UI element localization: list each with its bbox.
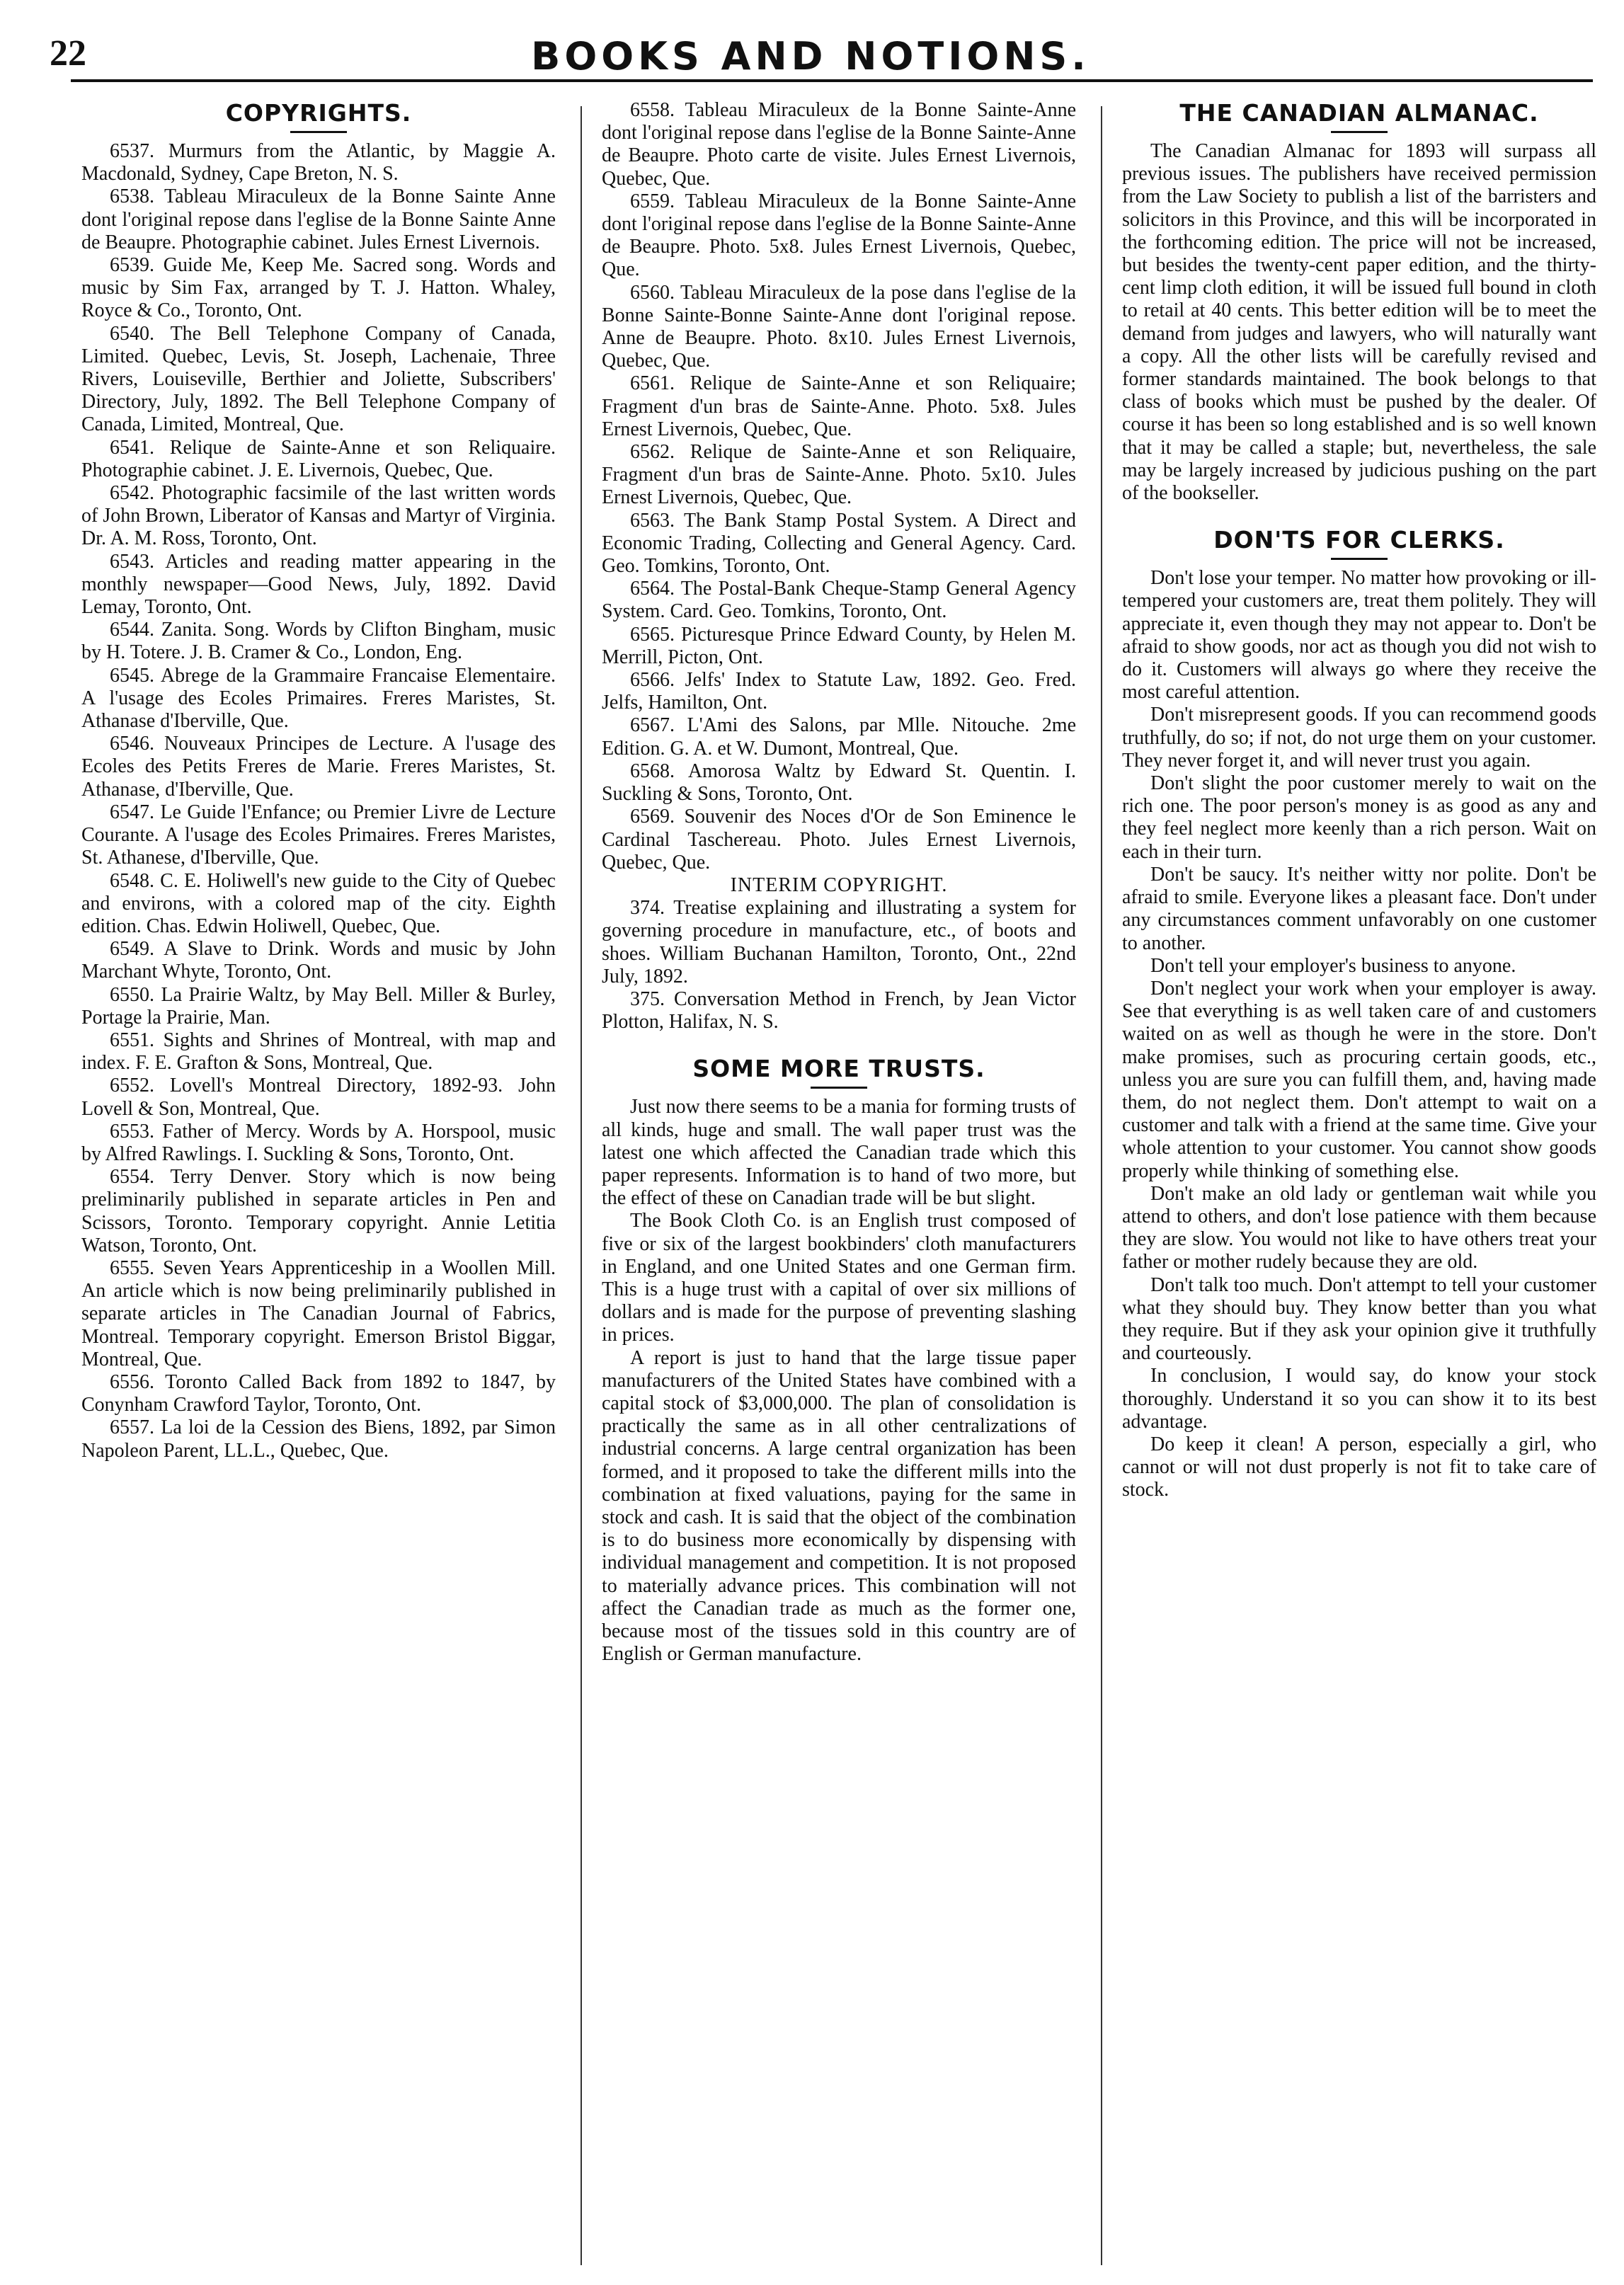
copyright-entry: 6559. Tableau Miraculeux de la Bonne Sainte-Anne dont l'original repose dans l'eglise de la Bonne Sainte-Anne de Beaupre. Photo. 5x8. Jules Ernest Livernois, Quebec, Que. [602,190,1076,281]
copyright-entry: 6555. Seven Years Apprenticeship in a Woollen Mill. An article which is now being preliminarily published in separate articles in The Canadian Journal of Fabrics, Montreal. Temporary copyright. Emerson Bristol Biggar, Montreal, Que. [81,1256,556,1370]
copyright-entry: 6554. Terry Denver. Story which is now being preliminarily published in separate articles in Pen and Scissors, Toronto. Temporary copyright. Annie Letitia Watson, Toronto, Ont. [81,1166,556,1256]
title-dash [1331,558,1388,560]
copyrights-title: COPYRIGHTS. [225,99,412,127]
donts-paragraph: Don't slight the poor customer merely to wait on the rich one. The poor person's money is as good as any and they feel neglect more keenly than a rich person. Wait on each in their turn. [1122,772,1596,863]
copyright-entry: 6540. The Bell Telephone Company of Canada, Limited. Quebec, Levis, St. Joseph, Lachenaie, Three Rivers, Louiseville, Berthier and Joliette, Subscribers' Directory, July, 1892. The Bell Telephone Company of Canada, Limited, Montreal, Que. [81,322,556,436]
copyright-entry: 6569. Souvenir des Noces d'Or de Son Eminence le Cardinal Taschereau. Photo. Jules Ernest Livernois, Quebec, Que. [602,806,1076,874]
donts-paragraph: Don't be saucy. It's neither witty nor polite. Don't be afraid to smile. Everyone likes a pleasant face. Don't under any circumstances comment unfavorably on one customer to another. [1122,863,1596,954]
copyright-entry: 6568. Amorosa Waltz by Edward St. Quentin. I. Suckling & Sons, Toronto, Ont. [602,760,1076,806]
copyrights-list-continued [602,99,1076,874]
copyright-entry: 6550. La Prairie Waltz, by May Bell. Miller & Burley, Portage la Prairie, Man. [81,983,556,1029]
copyright-entry: 6553. Father of Mercy. Words by A. Horspool, music by Alfred Rawlings. I. Suckling & Sons, Toronto, Ont. [81,1120,556,1165]
copyright-entry: 6551. Sights and Shrines of Montreal, with map and index. F. E. Grafton & Sons, Montreal, Que. [81,1029,556,1075]
donts-paragraph: Don't make an old lady or gentleman wait while you attend to others, and don't lose patience with them because they are slow. You would not like to have others treat your father or mother rudely because they are old. [1122,1182,1596,1273]
right-column [1122,99,1596,1502]
copyright-entry: 6561. Relique de Sainte-Anne et son Reliquaire; Fragment d'un bras de Sainte-Anne. Photo. 5x8. Jules Ernest Livernois, Quebec, Que. [602,372,1076,440]
journal-title: BOOKS AND NOTIONS. [531,34,1090,79]
donts-paragraph: Don't tell your employer's business to anyone. [1150,954,1516,977]
almanac-paragraph: The Canadian Almanac for 1893 will surpass all previous issues. The publishers have received permission from the Law Society to publish a list of the barristers and solicitors in this Province, and this will be incorporated in the forthcoming edition. The price will not be increased, but besides the twenty-cent paper edition, and the thirty-cent limp cloth edition, it will be issued full bound in cloth to retail at 40 cents. This better edition will be to meet the demand from judges and lawyers, who will naturally want a copy. All the other lists will be carefully revised and former standards maintained. The book belongs to that class of books which must be pushed by the dealer. Of course it has been so long established and is so well known that it may be called a staple; but, nevertheless, the sale may be largely increased by judicious pushing on the part of the bookseller. [1122,140,1596,505]
trusts-article [602,1096,1076,1666]
copyright-entry: 6565. Picturesque Prince Edward County, by Helen M. Merrill, Picton, Ont. [602,623,1076,668]
copyright-entry: 6544. Zanita. Song. Words by Clifton Bingham, music by H. Totere. J. B. Cramer & Co., London, Eng. [81,619,556,664]
copyrights-column [81,99,556,1462]
title-dash [1331,131,1388,133]
copyright-entry: 6560. Tableau Miraculeux de la pose dans l'eglise de la Bonne Sainte-Bonne Sainte-Anne dont l'original repose. Anne de Beaupre. Photo. 8x10. Jules Ernest Livernois, Quebec, Que. [602,281,1076,372]
copyright-entry: 6564. The Postal-Bank Cheque-Stamp General Agency System. Card. Geo. Tomkins, Toronto, Ont. [602,578,1076,623]
copyright-entry: 6541. Relique de Sainte-Anne et son Reliquaire. Photographie cabinet. J. E. Livernois, Quebec, Que. [81,436,556,481]
column-rule [1101,106,1102,2265]
copyright-entry: 6562. Relique de Sainte-Anne et son Reliquaire, Fragment d'un bras de Sainte-Anne. Photo. 5x10. Jules Ernest Livernois, Quebec, Que. [602,441,1076,509]
copyright-entry: 6558. Tableau Miraculeux de la Bonne Sainte-Anne dont l'original repose dans l'eglise de la Bonne Sainte-Anne de Beaupre. Photo carte de visite. Jules Ernest Livernois, Quebec, Que. [602,99,1076,190]
copyright-entry: 6549. A Slave to Drink. Words and music by John Marchant Whyte, Toronto, Ont. [81,938,556,983]
title-dash [290,131,347,133]
copyright-entry: 6545. Abrege de la Grammaire Francaise Elementaire. A l'usage des Ecoles Primaires. Freres Maristes, St. Athanase d'Iberville, Que. [81,664,556,733]
donts-paragraph: Do keep it clean! A person, especially a girl, who cannot or will not dust properly is not fit to take care of stock. [1122,1433,1596,1501]
header-rule [71,79,1593,82]
donts-paragraph: Don't neglect your work when your employer is away. See that everything is as well taken care of and customers waited on as well as though he were in the store. Don't make promises, such as procuring certain goods, etc., unless you are sure you can fulfill them, and, having made them, do not neglect them. Don't attempt to wait on a customer and talk with a friend at the same time. Give your whole attention to your customer. You cannot show goods properly while thinking of something else. [1122,977,1596,1182]
copyright-entry: 6567. L'Ami des Salons, par Mlle. Nitouche. 2me Edition. G. A. et W. Dumont, Montreal, Que. [602,714,1076,760]
copyright-entry: 6543. Articles and reading matter appearing in the monthly newspaper—Good News, July, 1892. David Lemay, Toronto, Ont. [81,550,556,619]
trusts-paragraph: Just now there seems to be a mania for forming trusts of all kinds, huge and small. The wall paper trust was the latest one which affected the Canadian trade which this paper represents. Information is to hand of two more, but the effect of these on Canadian trade will be but slight. [602,1096,1076,1210]
copyright-entry: 6547. Le Guide l'Enfance; ou Premier Livre de Lecture Courante. A l'usage des Ecoles Primaires. Freres Maristes, St. Athanese, d'Iberville, Que. [81,801,556,869]
middle-column [602,99,1076,1666]
interim-entry: 374. Treatise explaining and illustrating a system for governing procedure in manufacture, etc., of boots and shoes. William Buchanan Hamilton, Toronto, Ont., 22nd July, 1892. [602,897,1076,987]
copyright-entry: 6542. Photographic facsimile of the last written words of John Brown, Liberator of Kansas and Martyr of Virginia. Dr. A. M. Ross, Toronto, Ont. [81,482,556,550]
donts-title: DON'TS FOR CLERKS. [1213,526,1505,554]
copyright-entry: 6556. Toronto Called Back from 1892 to 1847, by Conynham Crawford Taylor, Toronto, Ont. [81,1370,556,1416]
almanac-title: THE CANADIAN ALMANAC. [1179,99,1539,127]
donts-paragraph: In conclusion, I would say, do know your stock thoroughly. Understand it so you can show it to its best advantage. [1122,1365,1596,1433]
interim-copyright-title: INTERIM COPYRIGHT. [730,874,948,896]
interim-copyright-list [602,897,1076,1033]
copyright-entry: 6566. Jelfs' Index to Statute Law, 1892. Geo. Fred. Jelfs, Hamilton, Ont. [602,669,1076,714]
copyright-entry: 6546. Nouveaux Principes de Lecture. A l'usage des Ecoles des Petits Freres de Marie. Freres Maristes, St. Athanase, d'Iberville, Que. [81,733,556,801]
copyright-entry: 6539. Guide Me, Keep Me. Sacred song. Words and music by Sim Fax, arranged by T. J. Hatton. Whaley, Royce & Co., Toronto, Ont. [81,254,556,322]
column-rule [581,106,582,2265]
title-dash [811,1087,867,1089]
copyright-entry: 6548. C. E. Holiwell's new guide to the City of Quebec and environs, with a colored map of the city. Eighth edition. Chas. Edwin Holiwell, Quebec, Que. [81,869,556,937]
copyright-entry: 6537. Murmurs from the Atlantic, by Maggie A. Macdonald, Sydney, Cape Breton, N. S. [81,140,556,185]
copyright-entry: 6538. Tableau Miraculeux de la Bonne Sainte Anne dont l'original repose dans l'eglise de la Bonne Sainte Anne de Beaupre. Photographie cabinet. Jules Ernest Livernois. [81,185,556,253]
donts-article [1122,567,1596,1501]
donts-paragraph: Don't misrepresent goods. If you can recommend goods truthfully, do so; if not, do not urge them on your customer. They never forget it, and will never trust you again. [1122,704,1596,772]
copyright-entry: 6557. La loi de la Cession des Biens, 1892, par Simon Napoleon Parent, LL.L., Quebec, Que. [81,1416,556,1462]
donts-paragraph: Don't lose your temper. No matter how provoking or ill-tempered your customers are, treat them politely. They will appreciate it, even though they may not appear to. Don't be afraid to show goods, nor act as though you did not wish to do it. Customers will always go where they receive the most careful attention. [1122,567,1596,704]
page-number: 22 [50,33,86,74]
almanac-article [1122,140,1596,505]
copyright-entry: 6563. The Bank Stamp Postal System. A Direct and Economic Trading, Collecting and General Agency. Card. Geo. Tomkins, Toronto, Ont. [602,509,1076,578]
trusts-paragraph: The Book Cloth Co. is an English trust composed of five or six of the largest bookbinders' cloth manufacturers in England, and one United States and one German firm. This is a huge trust with a capital of over six millions of dollars and is made for the purpose of preventing slashing in prices. [602,1210,1076,1346]
donts-paragraph: Don't talk too much. Don't attempt to tell your customer what they should buy. They know better than you what they require. But if they ask your opinion give it truthfully and courteously. [1122,1273,1596,1365]
trusts-paragraph: A report is just to hand that the large tissue paper manufacturers of the United States have combined with a capital stock of $3,000,000. The plan of consolidation is practically the same as in all other centralizations of industrial concerns. A large central organization has been formed, and it proposed to take the different mills into the combination at fixed valuations, paying for the same in stock and cash. It is said that the object of the combination is to do business more economically by dispensing with individual management and competition. It is not proposed to materially advance prices. This combination will not affect the Canadian trade as much as the former one, because most of the tissues sold in this country are of English or German manufacture. [602,1346,1076,1666]
trusts-title: SOME MORE TRUSTS. [692,1055,985,1083]
interim-entry: 375. Conversation Method in French, by Jean Victor Plotton, Halifax, N. S. [602,987,1076,1033]
copyrights-list [81,140,556,1462]
copyright-entry: 6552. Lovell's Montreal Directory, 1892-93. John Lovell & Son, Montreal, Que. [81,1075,556,1120]
